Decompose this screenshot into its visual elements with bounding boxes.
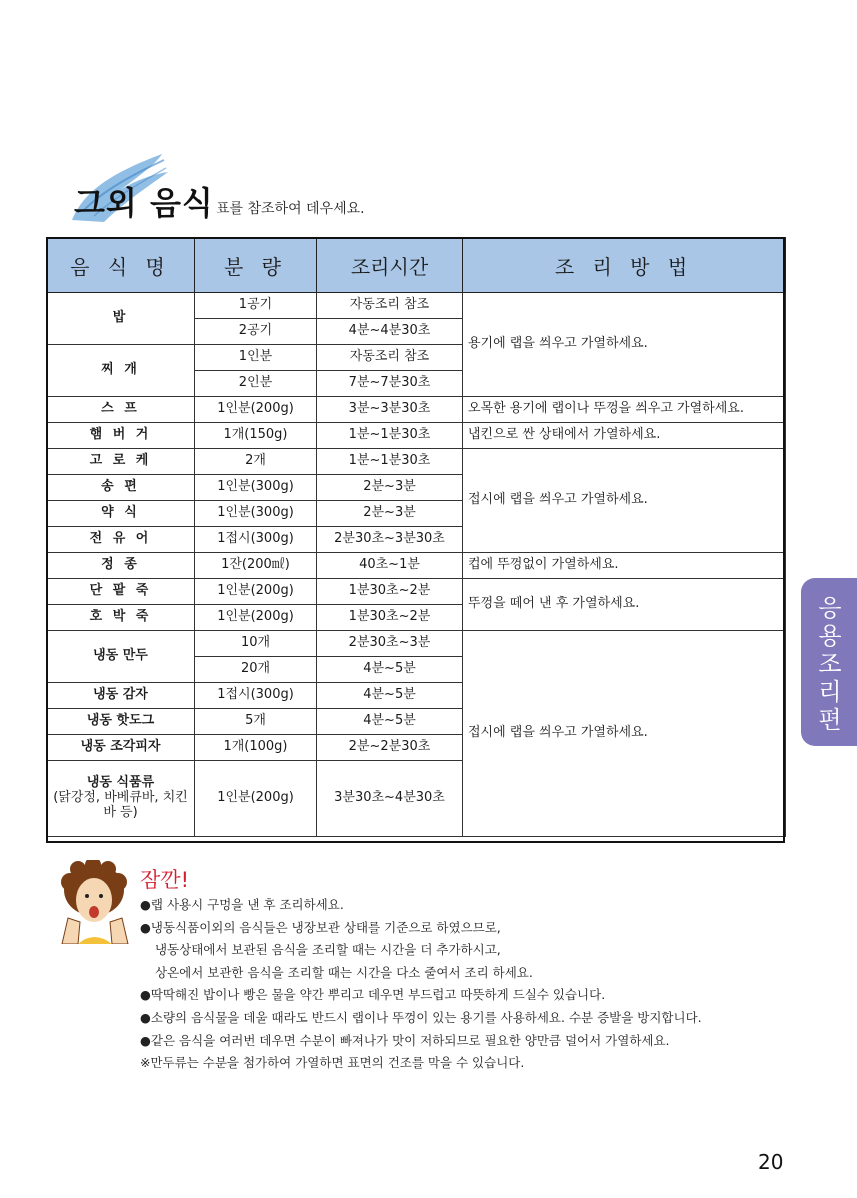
food-name: 호 박 죽 (47, 605, 195, 631)
food-name-note: (닭강정, 바베큐바, 치킨바 등) (53, 790, 188, 820)
method-cell: 접시에 랩을 씌우고 가열하세요. (463, 449, 786, 553)
food-name: 햄 버 거 (47, 423, 195, 449)
time-cell: 3분30초~4분30초 (317, 761, 463, 837)
caution-woman-icon (58, 860, 132, 944)
amount-cell: 1인분(300g) (195, 475, 317, 501)
amount-cell: 1접시(300g) (195, 683, 317, 709)
caution-note: ※만두류는 수분을 첨가하여 가열하면 표면의 건조를 막을 수 있습니다. (140, 1055, 525, 1071)
amount-cell: 1인분 (195, 345, 317, 371)
food-name: 고 로 케 (47, 449, 195, 475)
table-row (47, 423, 786, 449)
food-name: 찌 개 (47, 345, 195, 397)
table-row (47, 449, 786, 475)
caution-note: ●딱딱해진 밥이나 빵은 물을 약간 뿌리고 데우면 부드럽고 따뜻하게 드실수 있습니다. (140, 987, 606, 1003)
amount-cell: 1개(100g) (195, 735, 317, 761)
method-cell: 뚜껑을 떼어 낸 후 가열하세요. (463, 579, 786, 631)
section-side-tab (801, 578, 857, 746)
caution-note: ●냉동식품이외의 음식들은 냉장보관 상태를 기준으로 하였으므로, (140, 919, 501, 935)
time-cell: 4분~5분 (317, 709, 463, 735)
amount-cell: 1인분(300g) (195, 501, 317, 527)
header-amount: 분 량 (195, 238, 317, 293)
amount-cell: 20개 (195, 657, 317, 683)
time-cell: 3분~3분30초 (317, 397, 463, 423)
food-name: 송 편 (47, 475, 195, 501)
food-name: 냉동 만두 (47, 631, 195, 683)
header-food-name: 음 식 명 (47, 238, 195, 293)
time-cell: 2분30초~3분 (317, 631, 463, 657)
time-cell: 1분30초~2분 (317, 579, 463, 605)
food-name: 단 팥 죽 (47, 579, 195, 605)
time-cell: 2분~3분 (317, 475, 463, 501)
table-row (47, 293, 786, 319)
method-cell: 오목한 용기에 랩이나 뚜껑을 씌우고 가열하세요. (463, 397, 786, 423)
table-row (47, 397, 786, 423)
food-name: 밥 (47, 293, 195, 345)
header-cook-time: 조리시간 (317, 238, 463, 293)
time-cell: 1분~1분30초 (317, 449, 463, 475)
amount-cell: 10개 (195, 631, 317, 657)
food-name: 약 식 (47, 501, 195, 527)
caution-note: 상온에서 보관한 음식을 조리할 때는 시간을 다소 줄여서 조리 하세요. (155, 964, 533, 980)
page-title: 그외 음식 (74, 184, 214, 222)
page-number: 20 (758, 1150, 784, 1174)
amount-cell: 5개 (195, 709, 317, 735)
caution-note: 냉동상태에서 보관된 음식을 조리할 때는 시간을 더 추가하시고, (155, 942, 501, 958)
food-name: 전 유 어 (47, 527, 195, 553)
food-name: 냉동 조각피자 (47, 735, 195, 761)
amount-cell: 2인분 (195, 371, 317, 397)
caution-notes (140, 894, 820, 1075)
food-table (46, 237, 786, 837)
table-row (47, 553, 786, 579)
time-cell: 4분~5분 (317, 657, 463, 683)
food-name: 정 종 (47, 553, 195, 579)
table-row (47, 631, 786, 657)
food-name: 냉동 감자 (47, 683, 195, 709)
time-cell: 2분30초~3분30초 (317, 527, 463, 553)
amount-cell: 2개 (195, 449, 317, 475)
table-row (47, 579, 786, 605)
caution-title: 잠깐! (140, 868, 189, 892)
time-cell: 2분~2분30초 (317, 735, 463, 761)
food-name-cell (47, 761, 195, 837)
food-name: 스 프 (47, 397, 195, 423)
amount-cell: 2공기 (195, 319, 317, 345)
method-cell: 접시에 랩을 씌우고 가열하세요. (463, 631, 786, 837)
caution-note: ●소량의 음식물을 데울 때라도 반드시 랩이나 뚜껑이 있는 용기를 사용하세요. 수분 증발을 방지합니다. (140, 1009, 702, 1025)
time-cell: 1분30초~2분 (317, 605, 463, 631)
method-cell: 냅킨으로 싼 상태에서 가열하세요. (463, 423, 786, 449)
food-name: 냉동 핫도그 (47, 709, 195, 735)
caution-note: ●같은 음식을 여러번 데우면 수분이 빠져나가 맛이 저하되므로 필요한 양만큼 덜어서 가열하세요. (140, 1032, 670, 1048)
time-cell: 2분~3분 (317, 501, 463, 527)
time-cell: 자동조리 참조 (317, 345, 463, 371)
time-cell: 1분~1분30초 (317, 423, 463, 449)
amount-cell: 1인분(200g) (195, 579, 317, 605)
method-cell: 컵에 뚜껑없이 가열하세요. (463, 553, 786, 579)
page-subtitle: 표를 참조하여 데우세요. (216, 201, 365, 217)
time-cell: 4분~4분30초 (317, 319, 463, 345)
table-header-row (47, 238, 786, 293)
header-method: 조 리 방 법 (463, 238, 786, 293)
food-name: 냉동 식품류 (86, 775, 155, 791)
amount-cell: 1인분(200g) (195, 397, 317, 423)
time-cell: 자동조리 참조 (317, 293, 463, 319)
amount-cell: 1인분(200g) (195, 761, 317, 837)
amount-cell: 1개(150g) (195, 423, 317, 449)
time-cell: 4분~5분 (317, 683, 463, 709)
time-cell: 7분~7분30초 (317, 371, 463, 397)
time-cell: 40초~1분 (317, 553, 463, 579)
amount-cell: 1인분(200g) (195, 605, 317, 631)
amount-cell: 1접시(300g) (195, 527, 317, 553)
method-cell: 용기에 랩을 씌우고 가열하세요. (463, 293, 786, 397)
amount-cell: 1공기 (195, 293, 317, 319)
caution-note: ●랩 사용시 구멍을 낸 후 조리하세요. (140, 897, 344, 912)
section-side-tab-label: 응용조리편 (818, 594, 842, 734)
amount-cell: 1잔(200㎖) (195, 553, 317, 579)
